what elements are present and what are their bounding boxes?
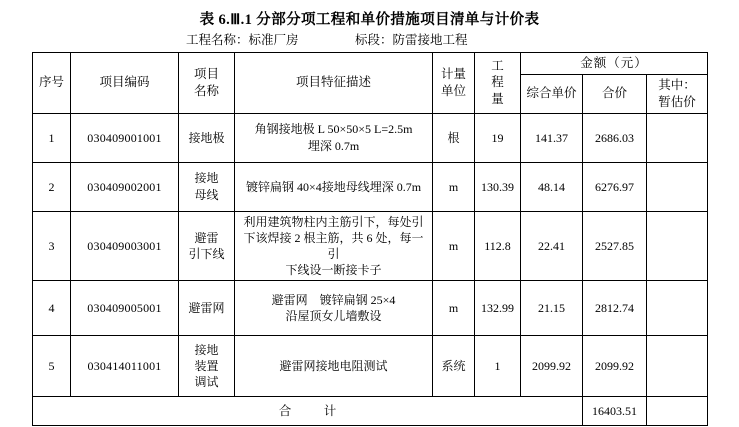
table-row (33, 336, 708, 397)
summary-total: 16403.51 (583, 397, 647, 426)
table-row (33, 281, 708, 336)
cell-unit: m (433, 211, 475, 281)
cell-code: 030409005001 (71, 281, 179, 336)
header-code: 项目编码 (71, 53, 179, 114)
cell-name-line1: 避雷 (194, 230, 219, 245)
header-total-price: 合价 (583, 74, 647, 113)
cell-name-line3: 调试 (194, 375, 219, 390)
cell-name-line2: 装置 (194, 359, 219, 374)
cell-name-line1: 避雷网 (188, 301, 225, 316)
header-note (647, 74, 708, 113)
cell-description (235, 113, 433, 162)
cell-desc-line2: 下该焊接 2 根主筋，共 6 处，每一引 (243, 230, 424, 261)
cell-seq: 1 (33, 113, 71, 162)
cell-name-line1: 接地 (194, 171, 219, 186)
cell-seq: 3 (33, 211, 71, 281)
cell-note (647, 113, 708, 162)
cell-desc-line1: 避雷网 镀锌扁钢 25×4 (271, 293, 396, 308)
header-qty-line1: 工 (491, 58, 504, 73)
cell-unit-price: 48.14 (521, 162, 583, 211)
cell-desc-line2: 埋深 0.7m (307, 138, 360, 153)
header-qty-line2: 程 (491, 75, 504, 90)
cell-note (647, 211, 708, 281)
cell-name-line1: 接地 (194, 343, 219, 358)
header-note-line2: 暂估价 (658, 94, 696, 109)
cell-quantity: 1 (475, 336, 521, 397)
cell-code: 030414011001 (71, 336, 179, 397)
cell-name-line2: 母线 (194, 187, 219, 202)
cell-quantity: 19 (475, 113, 521, 162)
cell-note (647, 162, 708, 211)
cell-name (179, 211, 235, 281)
cell-code: 030409003001 (71, 211, 179, 281)
cell-code: 030409001001 (71, 113, 179, 162)
cell-unit: 根 (433, 113, 475, 162)
cell-total-price: 2686.03 (583, 113, 647, 162)
header-description: 项目特征描述 (235, 53, 433, 114)
header-name-line1: 项目 (193, 66, 219, 81)
section-name: 标段：防雷接地工程 (355, 33, 468, 47)
cell-desc-line3: 下线设一断接卡子 (285, 263, 382, 278)
cell-unit: m (433, 162, 475, 211)
cell-unit-price: 2099.92 (521, 336, 583, 397)
header-qty-line3: 量 (491, 92, 504, 107)
cell-note (647, 336, 708, 397)
subheader (0, 30, 739, 48)
header-unit-line1: 计量 (440, 66, 466, 81)
header-note-line1: 其中： (658, 77, 696, 92)
cell-total-price: 6276.97 (583, 162, 647, 211)
cell-name-line2: 引下线 (188, 247, 225, 261)
cell-description (235, 211, 433, 281)
cell-quantity: 130.39 (475, 162, 521, 211)
cell-unit: 系统 (433, 336, 475, 397)
cell-desc-line1: 利用建筑物柱内主筋引下，每处引 (243, 214, 424, 229)
cell-total-price: 2099.92 (583, 336, 647, 397)
cell-code: 030409002001 (71, 162, 179, 211)
cell-description (235, 162, 433, 211)
page-title: 表 6.Ⅲ.1 分部分项工程和单价措施项目清单与计价表 (199, 12, 540, 28)
cell-total-price: 2527.85 (583, 211, 647, 281)
cell-unit-price: 141.37 (521, 113, 583, 162)
header-seq: 序号 (33, 53, 71, 114)
cell-quantity: 132.99 (475, 281, 521, 336)
table-row (33, 113, 708, 162)
cell-unit-price: 22.41 (521, 211, 583, 281)
cell-name (179, 281, 235, 336)
cell-desc-line1: 角钢接地极 L 50×50×5 L=2.5m (254, 122, 413, 137)
cell-name-line1: 接地极 (188, 130, 225, 145)
cell-quantity: 112.8 (475, 211, 521, 281)
header-name (179, 53, 235, 114)
table-row (33, 211, 708, 281)
table-header-row-1 (33, 53, 708, 75)
cell-name (179, 113, 235, 162)
header-unit-line2: 单位 (440, 83, 466, 98)
project-name: 工程名称：标准厂房 (186, 33, 299, 47)
cell-seq: 5 (33, 336, 71, 397)
cell-desc-line1: 避雷网接地电阻测试 (279, 359, 388, 374)
cell-description (235, 336, 433, 397)
cell-unit: m (433, 281, 475, 336)
cell-note (647, 281, 708, 336)
cell-seq: 4 (33, 281, 71, 336)
header-unit (433, 53, 475, 114)
bill-of-quantities-table (32, 52, 708, 426)
header-name-line2: 名称 (193, 83, 219, 98)
cell-total-price: 2812.74 (583, 281, 647, 336)
header-amount: 金额（元） (521, 53, 708, 75)
cell-unit-price: 21.15 (521, 281, 583, 336)
cell-description (235, 281, 433, 336)
summary-label: 合 计 (33, 397, 583, 426)
table-row (33, 162, 708, 211)
cell-desc-line2: 沿屋顶女儿墙敷设 (285, 309, 382, 324)
summary-row (33, 397, 708, 426)
header-quantity (475, 53, 521, 114)
cell-desc-line1: 镀锌扁钢 40×4接地母线埋深 0.7m (245, 179, 422, 194)
cell-seq: 2 (33, 162, 71, 211)
summary-note (647, 397, 708, 426)
cell-name (179, 162, 235, 211)
header-unit-price: 综合单价 (521, 74, 583, 113)
cell-name (179, 336, 235, 397)
